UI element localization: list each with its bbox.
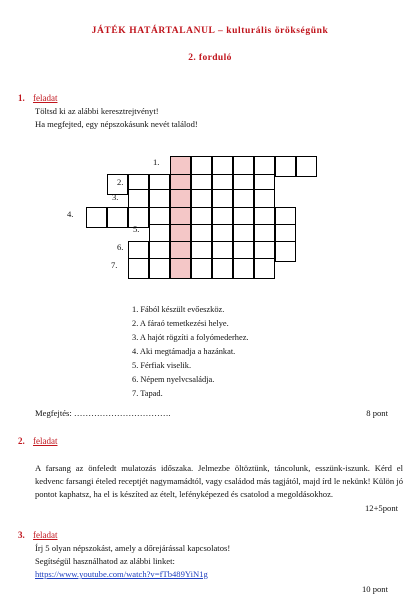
round-title: 2. forduló xyxy=(188,53,232,63)
task3-points: 10 pont xyxy=(361,584,388,594)
task2-points: 12+5pont xyxy=(364,503,398,513)
crossword-row-label: 6. xyxy=(117,242,124,252)
clue-item: 1. Fából készült evőeszköz. xyxy=(132,305,225,314)
crossword-row-label: 7. xyxy=(111,260,118,270)
document-title: JÁTÉK HATÁRTALANUL – kulturális örökségünk xyxy=(91,26,329,36)
crossword-row-label: 1. xyxy=(153,157,160,167)
crossword-row-label: 4. xyxy=(67,209,74,219)
clue-item: 4. Aki megtámadja a hazánkat. xyxy=(132,347,236,356)
crossword-cell[interactable] xyxy=(233,258,254,279)
crossword-row-label: 2. xyxy=(117,177,124,187)
crossword-cell[interactable] xyxy=(296,156,317,177)
task2-number: 2. xyxy=(18,436,25,446)
crossword-cell[interactable] xyxy=(212,258,233,279)
task2-heading: feladat xyxy=(33,436,58,446)
task3-line-1: Írj 5 olyan népszokást, amely a dőrejárással kapcsolatos! xyxy=(35,543,231,553)
task1-instruction-1: Töltsd ki az alábbi keresztrejtvényt! xyxy=(35,106,159,116)
clue-item: 3. A hajót rögzíti a folyómederhez. xyxy=(132,333,249,342)
solution-line: Megfejtés: ……………………………. xyxy=(35,408,171,418)
task2-text: A farsang az önfeledt mulatozás időszaka. Jelmezbe öltöztünk, táncolunk, esszünk-iszunk. Kérd el kedvenc farsangi ételed receptjét nagymamádtól, vagy családod más tagjától, majd írd le nekünk! Külön jó pontot kaphatsz, ha el is készíted az ételt, lefényképezed és csatolod a megoldásokhoz. xyxy=(35,463,403,500)
crossword-cell[interactable] xyxy=(275,156,296,177)
crossword-solution-cell[interactable] xyxy=(170,258,191,279)
crossword-cell[interactable] xyxy=(107,207,128,228)
task1-number: 1. xyxy=(18,93,25,103)
crossword-cell[interactable] xyxy=(254,258,275,279)
task3-number: 3. xyxy=(18,530,25,540)
crossword-cell[interactable] xyxy=(86,207,107,228)
task1-instruction-2: Ha megfejted, egy népszokásunk nevét találod! xyxy=(35,119,198,129)
clue-item: 5. Férfiak viselik. xyxy=(132,361,192,370)
crossword-row-label: 5. xyxy=(133,224,140,234)
task3-heading: feladat xyxy=(33,530,58,540)
task1-points: 8 pont xyxy=(366,408,388,418)
clue-item: 2. A fáraó temetkezési helye. xyxy=(132,319,229,328)
crossword-cell[interactable] xyxy=(191,258,212,279)
crossword-cell[interactable] xyxy=(128,258,149,279)
clue-item: 6. Népem nyelvcsaládja. xyxy=(132,375,215,384)
youtube-link[interactable]: https://www.youtube.com/watch?v=fTb489YiN1g xyxy=(35,569,208,579)
crossword-cell[interactable] xyxy=(149,258,170,279)
crossword-row-label: 3. xyxy=(112,192,119,202)
task1-heading: feladat xyxy=(33,93,58,103)
crossword-cell[interactable] xyxy=(275,241,296,262)
task3-line-2: Segítségül használhatod az alábbi linket: xyxy=(35,556,175,566)
clue-item: 7. Tapad. xyxy=(132,389,163,398)
